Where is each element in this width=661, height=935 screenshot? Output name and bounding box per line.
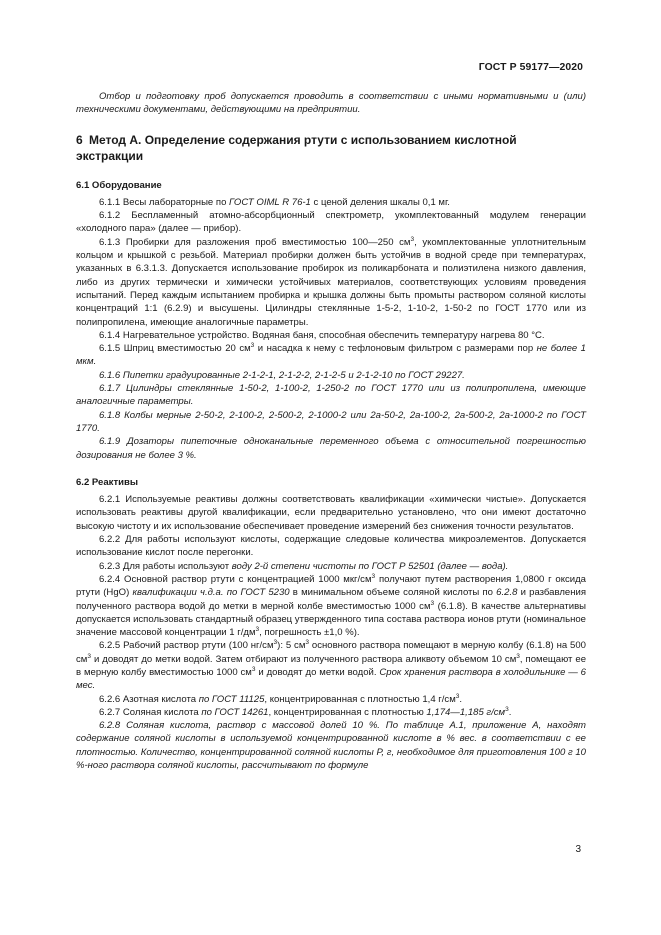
paragraph-6-2-4: 6.2.4 Основной раствор ртути с концентрацией 1000 мкг/$см^3$ получают путем растворения 1,0800 г оксида ртути (HgO) квалификации ч.д.а. по ГОСТ 5230 в минимальном объеме соляной кислоты по 6.2.8 и разбавления полученного раствора водой до метки в мерной колбе вместимостью 1000 $см^3$ (6.1.8). В качестве альтернативы допускается использовать стандартный образец утвержденного типа состава раствора ионов ртути (номинальное значение массовой концентрации 1 $г/дм^3$, погрешность ±1,0 %). (76, 572, 586, 639)
paragraph-6-2-1: 6.2.1 Используемые реактивы должны соответствовать квалификации «химически чистые». Допускается использовать реактивы другой квалификации, если предварительно установлено, что они имеют достаточно высокую чистоту и их использование обеспечивает проведение измерений без снижения точности результатов. (76, 494, 586, 532)
intro-paragraph: Отбор и подготовку проб допускается проводить в соответствии с иными нормативными и (или) техническими документами, действующими на предприятии. (76, 91, 586, 116)
document-code: ГОСТ Р 59177—2020 (478, 62, 583, 73)
paragraph-6-1-2: 6.1.2 Беспламенный атомно-абсорбционный спектрометр, укомплектованный модулем генерации «холодного пара» (далее — прибор). (76, 210, 586, 235)
paragraph-6-1-7: 6.1.7 Цилиндры стеклянные 1-50-2, 1-100-2, 1-250-2 по ГОСТ 1770 или из полипропилена, имеющие аналогичные параметры. (76, 383, 586, 408)
paragraph-6-2-7: 6.2.7 Соляная кислота по ГОСТ 14261, концентрированная с плотностью 1,174—1,185 $г/см^3$. (99, 705, 512, 718)
page-content (76, 90, 586, 772)
section-number: 6 (76, 132, 83, 147)
subsection-heading-equipment: 6.1 Оборудование (76, 179, 162, 191)
paragraph-6-1-5: 6.1.5 Шприц вместимостью 20 $см^3$ и насадка к нему с тефлоновым фильтром с размерами пор не более 1 мкм. (76, 342, 586, 368)
section-title: Метод А. Определение содержания ртути с использованием кислотной экстракции (76, 132, 517, 164)
paragraph-6-1-1: 6.1.1 Весы лабораторные по ГОСТ OIML R 76-1 с ценой деления шкалы 0,1 мг. (99, 196, 450, 208)
paragraph-6-2-8: 6.2.8 Соляная кислота, раствор с массовой долей 10 %. По таблице А.1, приложение А, находят содержание соляной кислоты в используемой концентрированной кислоте в % вес. в соответствии с ее плотностью. Количество, концентрированной соляной кислоты Р, г, необходимое для приготовления 100 г 10 %-ного раствора соляной кислоты, рассчитывают по формуле (76, 720, 586, 772)
paragraph-6-2-2: 6.2.2 Для работы используют кислоты, содержащие следовые количества микроэлементов. Допускается использование кислот после перегонки. (76, 534, 586, 559)
paragraph-6-1-3: 6.1.3 Пробирки для разложения проб вместимостью 100—250 $см^3$, укомплектованные уплотнительным кольцом и крышкой с резьбой. Материал пробирки должен быть устойчив в водной среде при температурах, указанных в 6.3.1.3. Допускается использование пробирок из поликарбоната и полиэтилена низкого давления, либо из других термически и химически устойчивых материалов, соответствующих условиям проведения испытаний. Перед каждым испытанием пробирка и крышка должны быть промыты раствором соляной кислоты концентраций 1:1 (6.2.9) и высушены. Цилиндры стеклянные 1-5-2, 1-10-2, 1-50-2 по ГОСТ 1770 или из полипропилена, имеющие аналогичные параметры. (76, 235, 586, 328)
paragraph-6-1-9: 6.1.9 Дозаторы пипеточные одноканальные переменного объема с относительной погрешностью дозирования не более 3 %. (76, 436, 586, 461)
section-heading (76, 132, 586, 165)
paragraph-6-2-6: 6.2.6 Азотная кислота по ГОСТ 11125, концентрированная с плотностью 1,4 $г/см^3$. (99, 692, 463, 705)
page-number: 3 (575, 844, 581, 855)
paragraph-6-1-8: 6.1.8 Колбы мерные 2-50-2, 2-100-2, 2-500-2, 2-1000-2 или 2а-50-2, 2а-100-2, 2а-500-2, 2а-1000-2 по ГОСТ 1770. (76, 409, 586, 434)
subsection-heading-reagents: 6.2 Реактивы (76, 476, 139, 488)
paragraph-6-2-5: 6.2.5 Рабочий раствор ртути (100 $нг/см^3$): 5 $см^3$ основного раствора помещают в мерную колбу (6.1.8) на 500 $см^3$ и доводят до метки водой. Затем отбирают из полученного раствора аликвоту объемом 10 $см^3$, помещают ее в мерную колбу вместимостью 1000 $см^3$ и доводят до метки водой. Срок хранения раствора в холодильнике — 6 мес. (76, 639, 587, 692)
paragraph-6-2-3: 6.2.3 Для работы используют воду 2-й степени чистоты по ГОСТ Р 52501 (далее — вода). (99, 560, 509, 572)
paragraph-6-1-4: 6.1.4 Нагревательное устройство. Водяная баня, способная обеспечить температуру нагрева 80 °C. (99, 329, 545, 341)
paragraph-6-1-6: 6.1.6 Пипетки градуированные 2-1-2-1, 2-1-2-2, 2-1-2-5 и 2-1-2-10 по ГОСТ 29227. (99, 369, 465, 381)
